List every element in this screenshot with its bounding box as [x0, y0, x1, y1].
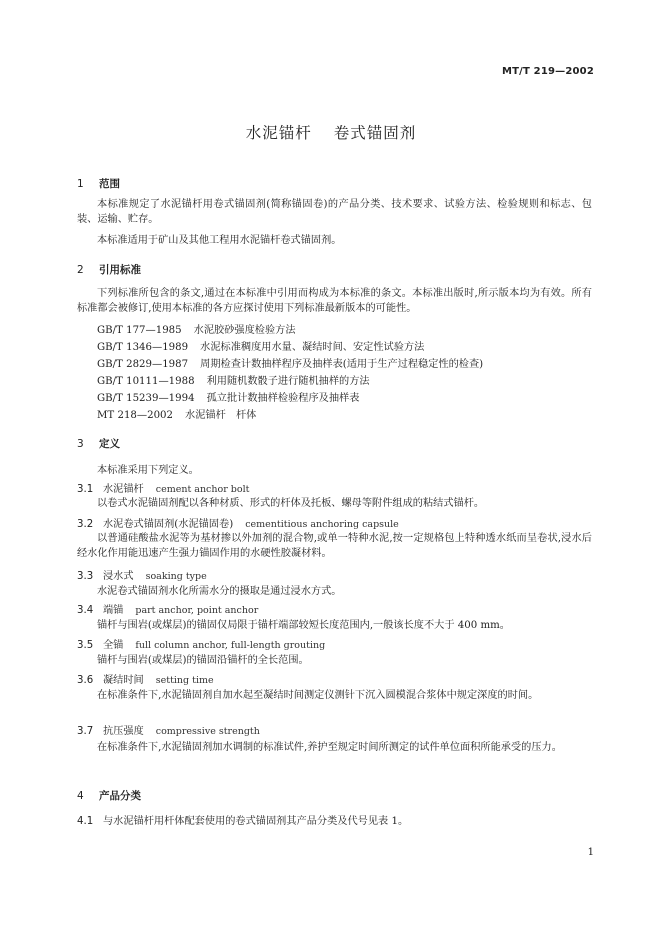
clause-4-1: 4.1 与水泥锚杆用杆体配套使用的卷式锚固剂其产品分类及代号见表 1。 — [77, 816, 409, 827]
reference-item: GB/T 1346—1989 水泥标准稠度用水量、凝结时间、安定性试验方法 — [97, 342, 425, 353]
reference-item: GB/T 2829—1987 周期检查计数抽样程序及抽样表(适用于生产过程稳定性的检查) — [97, 359, 484, 370]
page-number: 1 — [587, 847, 594, 858]
section-3-intro: 本标准采用下列定义。 — [97, 465, 199, 476]
definition-term: 3.2 水泥卷式锚固剂(水泥锚固卷) cementitious anchoring capsule — [77, 519, 399, 530]
definition-term: 3.7 抗压强度 compressive strength — [77, 726, 260, 737]
section-1-para-1: 本标准规定了水泥锚杆用卷式锚固剂(简称锚固卷)的产品分类、技术要求、试验方法、检验规则和标志、包装、运输、贮存。 — [77, 199, 592, 225]
reference-item: GB/T 177—1985 水泥胶砂强度检验方法 — [97, 325, 296, 336]
definition-text: 以普通硅酸盐水泥等为基材掺以外加剂的混合物,或单一特种水泥,按一定规格包上特种透水纸而呈卷状,浸水后经水化作用能迅速产生强力锚固作用的水硬性胶凝材料。 — [77, 533, 592, 559]
section-1-heading: 1 范围 — [77, 178, 120, 190]
section-1-para-2: 本标准适用于矿山及其他工程用水泥锚杆卷式锚固剂。 — [97, 235, 342, 246]
standard-code: MT/T 219—2002 — [501, 66, 594, 77]
definition-text: 锚杆与围岩(或煤层)的锚固仅局限于锚杆端部较短长度范围内,一般该长度不大于 400 mm。 — [97, 620, 510, 631]
definition-text: 水泥卷式锚固剂水化所需水分的摄取是通过浸水方式。 — [97, 586, 342, 597]
section-2-para-1: 下列标准所包含的条文,通过在本标准中引用而构成为本标准的条文。本标准出版时,所示版本均为有效。所有标准都会被修订,使用本标准的各方应探讨使用下列标准最新版本的可能性。 — [77, 288, 592, 314]
reference-item: GB/T 15239—1994 孤立批计数抽样检验程序及抽样表 — [97, 393, 360, 404]
definition-term: 3.5 全锚 full column anchor, full-length grouting — [77, 640, 326, 651]
definition-text: 以卷式水泥锚固剂配以各种材质、形式的杆体及托板、螺母等附件组成的粘结式锚杆。 — [97, 498, 485, 509]
reference-item: MT 218—2002 水泥锚杆 杆体 — [97, 410, 257, 421]
section-2-heading: 2 引用标准 — [77, 264, 141, 276]
title-part-2: 卷式锚固剂 — [333, 124, 417, 142]
definition-text: 锚杆与围岩(或煤层)的锚固沿锚杆的全长范围。 — [97, 655, 309, 666]
title-part-1: 水泥锚杆 — [245, 124, 312, 142]
section-4-heading: 4 产品分类 — [77, 790, 141, 802]
reference-item: GB/T 10111—1988 利用随机数骰子进行随机抽样的方法 — [97, 376, 370, 387]
definition-text: 在标准条件下,水泥锚固剂加水调制的标准试件,养护至规定时间所测定的试件单位面积所能承受的压力。 — [97, 742, 562, 753]
definition-term: 3.3 浸水式 soaking type — [77, 571, 207, 582]
definition-term: 3.4 端锚 part anchor, point anchor — [77, 605, 259, 616]
section-3-heading: 3 定义 — [77, 438, 120, 450]
definition-text: 在标准条件下,水泥锚固剂自加水起至凝结时间测定仪测针下沉入圆模混合浆体中规定深度的时间。 — [97, 690, 539, 701]
definition-term: 3.6 凝结时间 setting time — [77, 675, 214, 686]
page-title — [0, 121, 662, 143]
definition-term: 3.1 水泥锚杆 cement anchor bolt — [77, 484, 250, 495]
